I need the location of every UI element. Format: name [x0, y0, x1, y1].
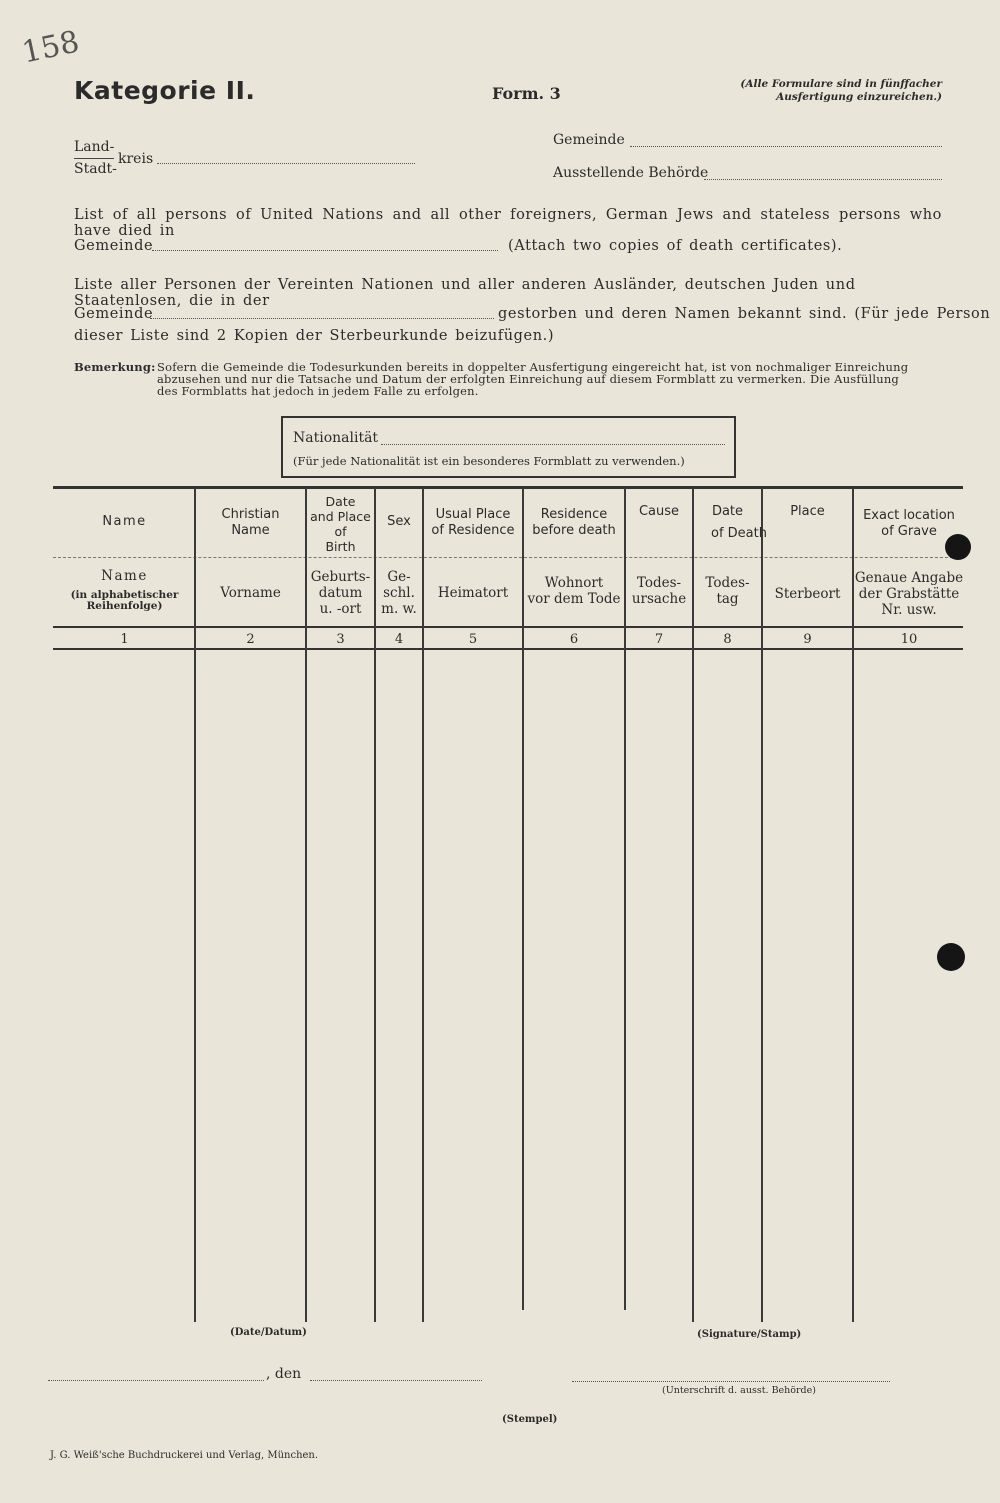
header-en-usual-2: of Residence	[431, 523, 515, 538]
column-number-1: 1	[120, 632, 129, 647]
header-de-name-sub1: (in alphabetischer	[70, 589, 179, 601]
behoerde-field[interactable]	[704, 168, 942, 180]
header-en-res-1: Residence	[540, 507, 608, 522]
german-paragraph-line2-end: gestorben und deren Namen bekannt sind. (Für jede Person	[498, 306, 991, 322]
signature-label: (Signature/Stamp)	[697, 1329, 802, 1340]
column-number-2: 2	[246, 632, 255, 647]
header-de-todestag	[694, 575, 761, 607]
land-stadt-divider	[74, 158, 114, 159]
header-de-geb-2: datum	[318, 585, 363, 601]
header-en-grave-1: Exact location	[863, 508, 955, 523]
remark-line3: des Formblatts hat jedoch in jedem Falle zu erfolgen.	[157, 384, 479, 398]
german-paragraph-line1: Liste aller Personen der Vereinten Nationen und aller anderen Ausländer, deutschen Juden und Staatenlosen, die in der	[74, 277, 856, 309]
header-de-grab-3: Nr. usw.	[881, 602, 937, 618]
header-en-birth-3: of	[334, 524, 347, 539]
place-field[interactable]	[48, 1370, 264, 1381]
english-attach-note: (Attach two copies of death certificates).	[508, 238, 843, 254]
remark-line2: abzusehen und nur die Tatsache und Datum der erfolgten Einreichung auf diesem Formblatt zu vermerken. Die Ausfüllung	[157, 372, 899, 386]
page-title: Kategorie II.	[74, 76, 256, 105]
authority-signature-label: (Unterschrift d. ausst. Behörde)	[662, 1385, 816, 1396]
printer-imprint: J. G. Weiß'sche Buchdruckerei und Verlag, München.	[50, 1450, 319, 1461]
header-en-of-death: of Death	[711, 526, 767, 541]
behoerde-label: Ausstellende Behörde	[553, 165, 709, 181]
stadt-label: Stadt-	[74, 161, 117, 177]
header-en-christian-name	[196, 507, 305, 539]
header-de-geschl-3: m. w.	[381, 601, 417, 617]
header-de-name: Name	[101, 568, 148, 584]
header-de-grab-1: Genaue Angabe	[854, 570, 964, 586]
date-label: (Date/Datum)	[230, 1327, 307, 1338]
table-entry-area[interactable]	[53, 652, 963, 1312]
header-de-wohnort-2: vor dem Tode	[527, 591, 621, 607]
gemeinde-label: Gemeinde	[553, 132, 625, 148]
header-en-birth-2: and Place	[310, 509, 371, 524]
header-de-todestag-2: tag	[716, 591, 739, 607]
header-en-residence-before-death	[524, 507, 624, 539]
handwritten-number: 158	[18, 24, 83, 71]
header-en-name: Name	[102, 514, 147, 529]
header-de-geschlecht	[376, 569, 422, 617]
header-en-cause: Cause	[638, 504, 680, 519]
header-de-wohnort-1: Wohnort	[544, 575, 604, 591]
kreis-label: kreis	[118, 151, 154, 167]
header-en-christian-2: Name	[231, 523, 270, 538]
nationality-note: (Für jede Nationalität ist ein besonderes Formblatt zu verwenden.)	[293, 454, 685, 468]
gemeinde-field[interactable]	[630, 135, 942, 147]
header-de-todes-1: Todes-	[636, 575, 682, 591]
german-gemeinde-label: Gemeinde	[74, 306, 154, 322]
header-de-vorname: Vorname	[220, 585, 281, 601]
nationality-field[interactable]	[381, 434, 725, 445]
date-field[interactable]	[310, 1370, 482, 1381]
header-de-geschl-1: Ge-	[387, 569, 411, 585]
column-number-9: 9	[803, 632, 812, 647]
header-de-geb-3: u. -ort	[319, 601, 362, 617]
header-en-christian-1: Christian	[221, 507, 280, 522]
column-number-3: 3	[336, 632, 345, 647]
column-number-10: 10	[900, 632, 918, 647]
header-en-res-2: before death	[532, 523, 616, 538]
submission-note-line1: (Alle Formulare sind in fünffacher	[740, 78, 942, 90]
english-gemeinde-label: Gemeinde	[74, 238, 154, 254]
header-de-name-sub2: Reihenfolge)	[86, 600, 163, 612]
header-de-grabstaette	[854, 570, 964, 618]
submission-note-line2: Ausfertigung einzureichen.)	[776, 91, 942, 103]
header-en-date: Date	[711, 504, 744, 519]
nationality-label: Nationalität	[293, 430, 379, 446]
nationality-box	[281, 416, 736, 478]
header-en-grave-2: of Grave	[881, 524, 937, 539]
den-label: , den	[266, 1366, 302, 1382]
header-de-grab-2: der Grabstätte	[858, 586, 960, 602]
table-top-rule	[53, 486, 963, 489]
header-de-name-sub	[55, 590, 194, 612]
header-en-sex: Sex	[387, 514, 411, 529]
punch-hole-top	[945, 534, 971, 560]
authority-signature-line[interactable]	[572, 1381, 890, 1382]
remark-text	[157, 361, 942, 397]
column-number-5: 5	[468, 632, 478, 647]
german-gemeinde-field[interactable]	[150, 307, 494, 319]
land-label: Land-	[74, 139, 115, 155]
remark-label: Bemerkung:	[74, 360, 156, 374]
column-number-6: 6	[569, 632, 579, 647]
form-number: Form. 3	[492, 84, 561, 103]
punch-hole-bottom	[937, 943, 965, 971]
german-paragraph-line3: dieser Liste sind 2 Kopien der Sterbeurkunde beizufügen.)	[74, 328, 555, 344]
header-en-place: Place	[790, 504, 825, 519]
header-en-birth	[307, 494, 374, 554]
header-de-todestag-1: Todes-	[705, 575, 750, 591]
stamp-label: (Stempel)	[502, 1414, 558, 1425]
header-en-usual-1: Usual Place	[435, 507, 511, 522]
header-en-grave	[854, 508, 964, 540]
header-de-geburt	[307, 569, 374, 617]
english-gemeinde-field[interactable]	[152, 239, 498, 251]
kreis-field[interactable]	[157, 152, 415, 164]
header-de-wohnort	[524, 575, 624, 607]
header-de-todes-2: ursache	[631, 591, 687, 607]
header-en-birth-4: Birth	[325, 539, 356, 554]
header-bottom-rule	[53, 626, 963, 628]
header-en-birth-1: Date	[325, 494, 356, 509]
column-number-4: 4	[394, 632, 404, 647]
header-en-usual-residence	[424, 507, 522, 539]
submission-note	[682, 78, 942, 104]
header-de-todesursache	[626, 575, 692, 607]
column-number-7: 7	[654, 632, 664, 647]
header-divider	[53, 557, 963, 558]
column-number-8: 8	[723, 632, 732, 647]
header-de-geschl-2: schl.	[383, 585, 415, 601]
remark-line1: Sofern die Gemeinde die Todesurkunden bereits in doppelter Ausfertigung eingereicht hat, ist von nochmaliger Einreichung	[157, 360, 909, 374]
english-paragraph-line1: List of all persons of United Nations and all other foreigners, German Jews and stateless persons who have died in	[74, 207, 942, 239]
numbers-bottom-rule	[53, 648, 963, 650]
header-de-geb-1: Geburts-	[310, 569, 371, 585]
header-de-heimatort: Heimatort	[437, 585, 509, 601]
header-de-sterbeort: Sterbeort	[774, 586, 841, 602]
